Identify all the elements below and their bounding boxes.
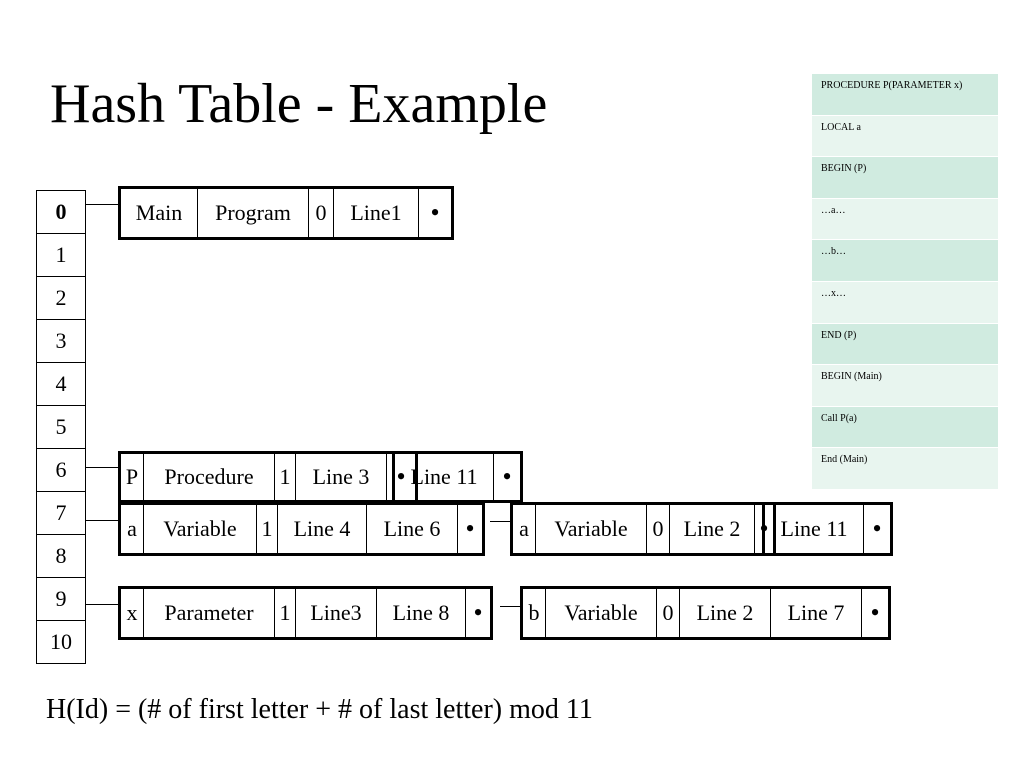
code-line: …a… xyxy=(812,199,998,241)
code-listing-panel xyxy=(812,74,998,490)
entry-name-cell: a xyxy=(120,504,144,555)
code-line: BEGIN (P) xyxy=(812,157,998,199)
entry-line-cell: Line 7 xyxy=(771,588,862,639)
entry-line-cell: Line 3 xyxy=(296,453,387,502)
connector-line xyxy=(490,521,512,522)
index-cell: 6 xyxy=(37,449,86,492)
entry-level-cell: 0 xyxy=(309,188,334,239)
symbol-entry-b-variable xyxy=(520,586,891,640)
index-cell: 8 xyxy=(37,535,86,578)
entry-line-cell: Line 2 xyxy=(680,588,771,639)
symbol-entry-a-variable xyxy=(118,502,485,556)
connector-line xyxy=(86,604,120,605)
entry-pointer-cell: • xyxy=(466,588,492,639)
entry-kind-cell: Variable xyxy=(144,504,257,555)
index-cell: 9 xyxy=(37,578,86,621)
entry-line-cell: Line3 xyxy=(296,588,377,639)
entry-line-cell: Line 11 xyxy=(764,504,864,555)
code-line: PROCEDURE P(PARAMETER x) xyxy=(812,74,998,116)
index-cell: 2 xyxy=(37,277,86,320)
connector-line xyxy=(500,606,522,607)
entry-pointer-cell: • xyxy=(494,453,522,502)
index-cell: 7 xyxy=(37,492,86,535)
symbol-entry-overlap xyxy=(762,502,893,556)
entry-name-cell: P xyxy=(120,453,144,502)
hash-index-column xyxy=(36,190,86,664)
entry-line-cell: Line 6 xyxy=(367,504,458,555)
code-line: LOCAL a xyxy=(812,116,998,158)
entry-level-cell: 1 xyxy=(275,453,296,502)
index-cell: 4 xyxy=(37,363,86,406)
entry-pointer-cell: • xyxy=(387,453,417,502)
entry-level-cell: 0 xyxy=(647,504,670,555)
connector-line xyxy=(86,467,120,468)
entry-line-cell: Line1 xyxy=(334,188,419,239)
code-line: BEGIN (Main) xyxy=(812,365,998,407)
connector-line xyxy=(86,520,120,521)
entry-pointer-cell: • xyxy=(864,504,892,555)
code-line: …b… xyxy=(812,240,998,282)
hash-formula: H(Id) = (# of first letter + # of last letter) mod 11 xyxy=(46,694,593,725)
code-line: Call P(a) xyxy=(812,407,998,449)
entry-kind-cell: Procedure xyxy=(144,453,275,502)
index-cell: 3 xyxy=(37,320,86,363)
index-cell: 10 xyxy=(37,621,86,664)
entry-kind-cell: Program xyxy=(198,188,309,239)
entry-kind-cell: Variable xyxy=(536,504,647,555)
entry-pointer-cell: • xyxy=(862,588,890,639)
entry-level-cell: 1 xyxy=(257,504,278,555)
entry-name-cell: a xyxy=(512,504,536,555)
entry-line-cell: Line 4 xyxy=(278,504,367,555)
code-line: …x… xyxy=(812,282,998,324)
symbol-entry-x-parameter xyxy=(118,586,493,640)
entry-pointer-cell: • xyxy=(419,188,453,239)
entry-level-cell: 0 xyxy=(657,588,680,639)
symbol-entry-main xyxy=(118,186,454,240)
entry-line-cell: Line 2 xyxy=(670,504,755,555)
index-cell: 5 xyxy=(37,406,86,449)
entry-line-cell: Line 8 xyxy=(377,588,466,639)
code-line: END (P) xyxy=(812,324,998,366)
entry-name-cell: b xyxy=(522,588,546,639)
code-line: End (Main) xyxy=(812,448,998,490)
symbol-entry-p-procedure xyxy=(118,451,418,503)
entry-pointer-cell: • xyxy=(755,504,775,555)
entry-name-cell: x xyxy=(120,588,144,639)
entry-pointer-cell: • xyxy=(458,504,484,555)
entry-level-cell: 1 xyxy=(275,588,296,639)
index-cell: 1 xyxy=(37,234,86,277)
connector-line xyxy=(86,204,120,205)
entry-kind-cell: Parameter xyxy=(144,588,275,639)
entry-name-cell: Main xyxy=(120,188,198,239)
entry-kind-cell: Variable xyxy=(546,588,657,639)
entry-line-cell: Line 11 xyxy=(394,453,494,502)
index-cell: 0 xyxy=(37,191,86,234)
symbol-entry-a-variable-2 xyxy=(510,502,776,556)
slide-title: Hash Table - Example xyxy=(50,73,548,135)
